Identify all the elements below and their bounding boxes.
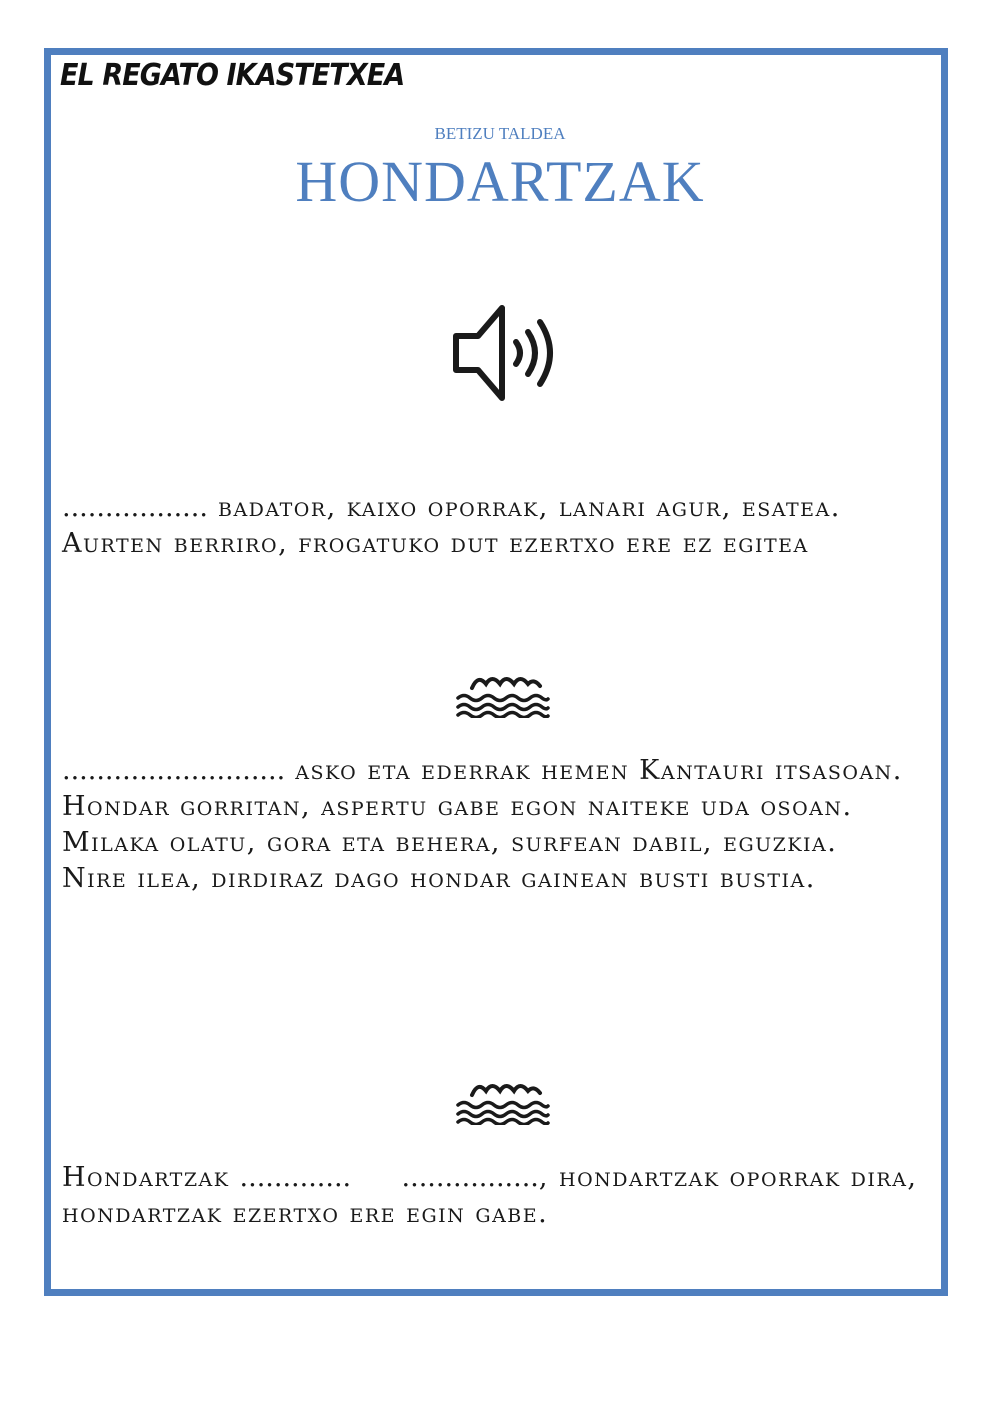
- blank-2[interactable]: ..........................: [62, 755, 286, 786]
- verse-1-line-1: ................. badator, kaixo oporrak, lanari agur, esatea.: [62, 492, 841, 523]
- verse-2: [62, 753, 942, 897]
- verse-2-line-3: Milaka olatu, gora eta behera, surfean dabil, eguzkia.: [62, 827, 838, 858]
- waves-icon: [452, 668, 552, 718]
- waves-icon: [452, 1075, 552, 1125]
- blank-3[interactable]: .............: [239, 1162, 352, 1193]
- chorus-line: Hondartzak ............. ................, hondartzak oporrak dira, hondartzak ezertxo ere egin gabe.: [62, 1162, 918, 1229]
- song-title: HONDARTZAK: [295, 149, 705, 214]
- school-name: EL REGATO IKASTETXEA: [60, 58, 405, 93]
- chorus: [62, 1160, 942, 1232]
- verse-2-line-1: .......................... asko eta ederrak hemen Kantauri itsasoan.: [62, 755, 903, 786]
- speaker-icon[interactable]: [450, 300, 560, 406]
- blank-4[interactable]: ................: [401, 1162, 539, 1193]
- verse-1: [62, 490, 942, 562]
- verse-1-line-2: Aurten berriro, frogatuko dut ezertxo ere ez egitea: [62, 528, 809, 559]
- verse-2-line-4: Nire ilea, dirdiraz dago hondar gainean busti bustia.: [62, 863, 816, 894]
- verse-2-line-2: Hondar gorritan, aspertu gabe egon naiteke uda osoan.: [62, 791, 853, 822]
- group-name: BETIZU TALDEA: [434, 124, 566, 143]
- blank-1[interactable]: .................: [62, 492, 208, 523]
